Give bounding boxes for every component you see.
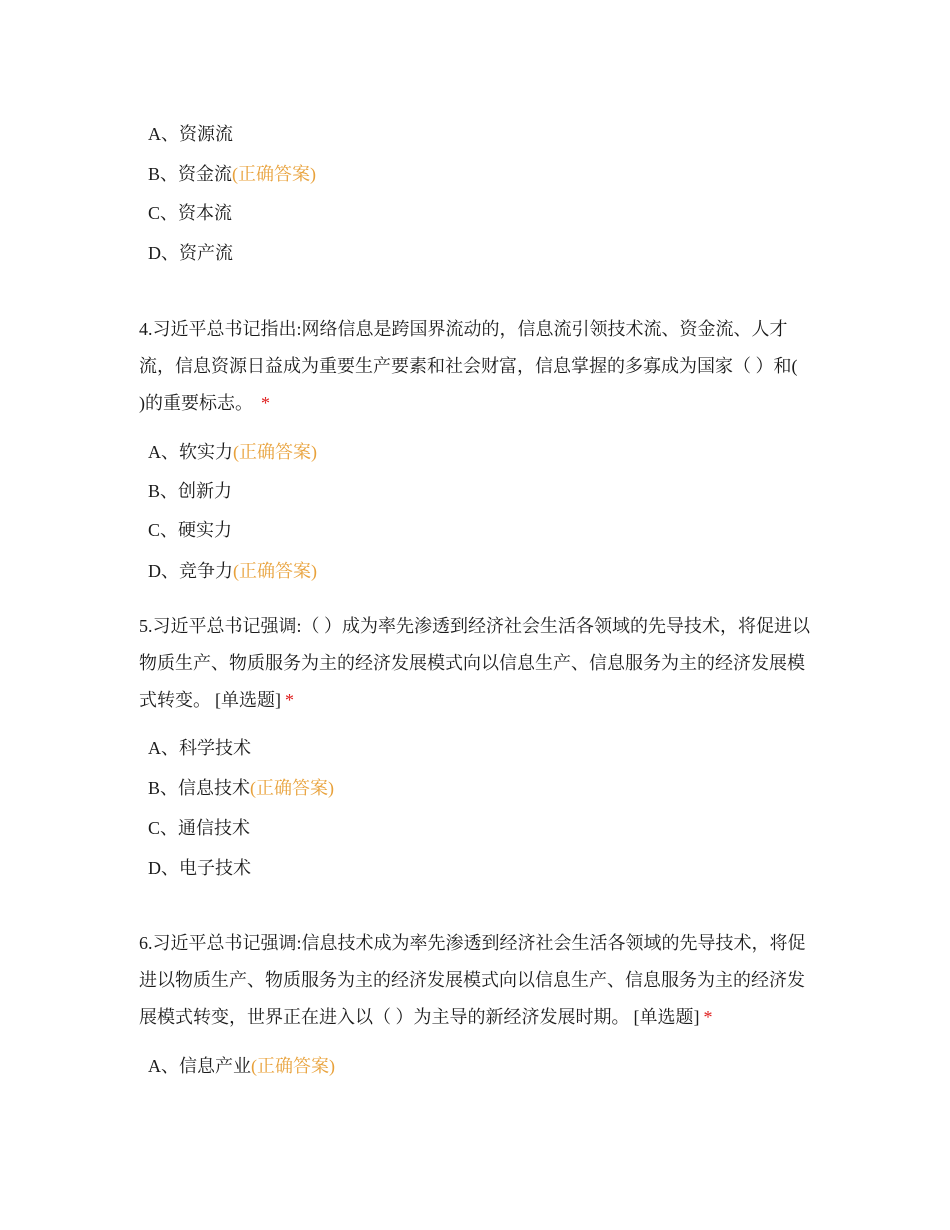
question-6 (139, 925, 819, 1036)
option-letter: A、 (148, 1056, 179, 1076)
option-letter: C、 (148, 520, 179, 540)
question-type: [单选题] (633, 1007, 700, 1027)
option-letter: B、 (148, 164, 179, 184)
correct-answer-tag: (正确答案) (233, 442, 317, 462)
q5-option-a (148, 736, 251, 760)
option-letter: B、 (148, 481, 179, 501)
option-text: 创新力 (178, 481, 233, 501)
q3-option-b (148, 162, 316, 186)
q4-option-d (148, 559, 317, 583)
option-letter: C、 (148, 818, 179, 838)
option-letter: D、 (148, 243, 179, 263)
option-text: 软实力 (179, 442, 233, 462)
option-text: 科学技术 (179, 738, 251, 758)
required-mark: * (703, 1007, 713, 1027)
option-letter: D、 (148, 561, 179, 581)
question-4 (139, 311, 802, 422)
option-text: 资产流 (179, 243, 233, 263)
q4-option-b (148, 479, 232, 503)
q3-option-a (148, 122, 233, 146)
option-text: 电子技术 (179, 858, 251, 878)
option-letter: A、 (148, 124, 179, 144)
question-stem: 4.习近平总书记指出:网络信息是跨国界流动的，信息流引领技术流、资金流、人才流，信息资源日益成为重要生产要素和社会财富，信息掌握的多寡成为国家（ ）和( )的重要标志。 (139, 319, 802, 413)
q4-option-c (148, 518, 232, 542)
option-text: 资本流 (178, 203, 233, 223)
option-text: 资源流 (179, 124, 233, 144)
option-letter: B、 (148, 778, 179, 798)
correct-answer-tag: (正确答案) (250, 778, 335, 798)
required-mark: * (261, 393, 270, 413)
question-type: [单选题] (215, 690, 281, 710)
option-text: 资金流 (178, 164, 233, 184)
q4-option-a (148, 440, 317, 464)
option-text: 信息技术 (178, 778, 251, 798)
q3-option-d (148, 241, 233, 265)
option-text: 硬实力 (178, 520, 233, 540)
question-5 (139, 608, 819, 719)
correct-answer-tag: (正确答案) (233, 561, 317, 581)
correct-answer-tag: (正确答案) (251, 1056, 335, 1076)
option-letter: C、 (148, 203, 179, 223)
question-stem: 5.习近平总书记强调:（ ）成为率先渗透到经济社会生活各领域的先导技术，将促进以物质生产、物质服务为主的经济发展模式向以信息生产、信息服务为主的经济发展模式转变。 (139, 616, 810, 710)
q5-option-c (148, 816, 250, 840)
q6-option-a (148, 1054, 335, 1078)
q3-option-c (148, 201, 232, 225)
option-text: 竞争力 (179, 561, 233, 581)
q5-option-b (148, 776, 334, 800)
option-letter: D、 (148, 858, 179, 878)
required-mark: * (285, 690, 294, 710)
option-text: 通信技术 (178, 818, 251, 838)
option-text: 信息产业 (179, 1056, 251, 1076)
option-letter: A、 (148, 442, 179, 462)
option-letter: A、 (148, 738, 179, 758)
question-stem: 6.习近平总书记强调:信息技术成为率先渗透到经济社会生活各领域的先导技术，将促进以物质生产、物质服务为主的经济发展模式向以信息生产、信息服务为主的经济发展模式转变，世界正在进入以（ ）为主导的新经济发展时期。 (139, 933, 806, 1027)
q5-option-d (148, 856, 251, 880)
correct-answer-tag: (正确答案) (232, 164, 317, 184)
